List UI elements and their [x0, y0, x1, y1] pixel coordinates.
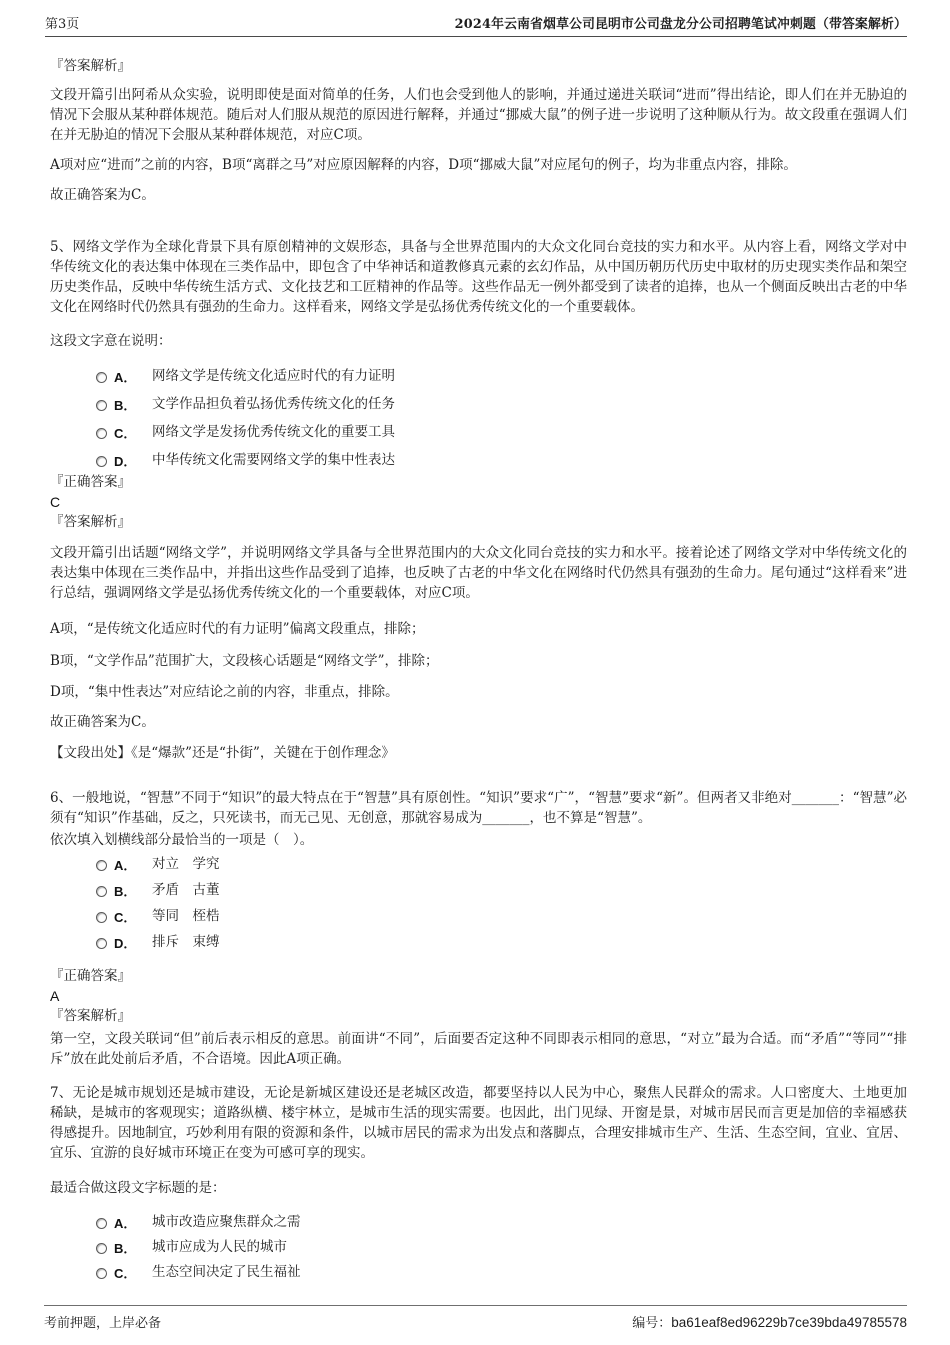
option-text: 对立 学究	[152, 856, 220, 872]
option-row[interactable]	[50, 906, 907, 926]
radio-button-icon[interactable]	[96, 1243, 107, 1254]
option-text: 城市改造应聚焦群众之需	[152, 1214, 301, 1230]
page-header	[45, 13, 907, 37]
question-prompt: 这段文字意在说明：	[50, 333, 172, 349]
option-row[interactable]	[50, 422, 907, 442]
analysis-label: 『答案解析』	[50, 514, 131, 530]
document-content	[50, 48, 907, 1282]
analysis-label: 『答案解析』	[50, 58, 131, 74]
option-text: 排斥 束缚	[152, 934, 220, 950]
option-text: 等同 桎梏	[152, 908, 220, 924]
options-list	[50, 366, 907, 470]
question-stem: 7、无论是城市规划还是城市建设，无论是新城区建设还是老城区改造，都要坚持以人民为中心，聚焦人民群众的需求。人口密度大、土地更加稀缺，是城市的客观现实；道路纵横、楼宇林立，是城市生活的现实需要。也因此，出门见绿、开窗是景，对城市居民而言更是加倍的幸福感获得感提升。因地制宜，巧妙利用有限的资源和条件，以城市居民的需求为出发点和落脚点，合理安排城市生产、生活、生态空间，宜业、宜居、宜乐、宜游的良好城市环境正在变为可感可享的现实。	[50, 1085, 907, 1161]
option-text: 生态空间决定了民生福祉	[152, 1264, 301, 1280]
question-stem: 6、一般地说，“智慧”不同于“知识”的最大特点在于“智慧”具有原创性。“知识”要求“广”，“智慧”要求“新”。但两者又非绝对_______：“智慧”必须有“知识”作基础，反之，只死读书，而无己见、无创意，那就容易成为_______，也不算是“智慧”。	[50, 790, 907, 826]
option-row[interactable]	[50, 366, 907, 386]
analysis-paragraph: A项对应“进而”之前的内容，B项“离群之马”对应原因解释的内容，D项“挪威大鼠”对应尾句的例子，均为非重点内容，排除。	[50, 157, 797, 173]
page-number: 第3页	[45, 17, 80, 32]
option-row[interactable]	[50, 1212, 907, 1232]
footer-code-value: ba61eaf8ed96229b7ce39bda49785578	[671, 1315, 907, 1330]
analysis-paragraph: 故正确答案为C。	[50, 714, 155, 730]
option-letter: C．	[114, 1265, 137, 1281]
radio-button-icon[interactable]	[96, 428, 107, 439]
radio-button-icon[interactable]	[96, 1268, 107, 1279]
option-letter: A．	[114, 857, 137, 873]
radio-button-icon[interactable]	[96, 372, 107, 383]
option-row[interactable]	[50, 1262, 907, 1282]
option-letter: B．	[114, 883, 137, 899]
correct-answer-label: 『正确答案』	[50, 968, 131, 984]
question-prompt: 最适合做这段文字标题的是：	[50, 1180, 226, 1196]
analysis-paragraph: 文段开篇引出阿希从众实验，说明即使是面对简单的任务，人们也会受到他人的影响，并通过递进关联词“进而”得出结论，即人们在并无胁迫的情况下会服从某种群体规范。随后对人们服从规范的原因进行解释，并通过“挪威大鼠”的例子进一步说明了这种顺从行为。故文段重在强调人们在并无胁迫的情况下会服从某种群体规范，对应C项。	[50, 87, 907, 143]
option-row[interactable]	[50, 932, 907, 952]
option-letter: B．	[114, 1240, 137, 1256]
option-row[interactable]	[50, 450, 907, 470]
correct-answer-value: A	[50, 988, 60, 1004]
option-row[interactable]	[50, 880, 907, 900]
page-footer	[44, 1305, 907, 1331]
question-7	[50, 1083, 907, 1282]
source-reference: 【文段出处】《是“爆款”还是“扑街”，关键在于创作理念》	[50, 745, 395, 761]
radio-button-icon[interactable]	[96, 456, 107, 467]
analysis-label: 『答案解析』	[50, 1008, 131, 1024]
radio-button-icon[interactable]	[96, 912, 107, 923]
radio-button-icon[interactable]	[96, 1218, 107, 1229]
option-row[interactable]	[50, 1237, 907, 1257]
analysis-paragraph: A项，“是传统文化适应时代的有力证明”偏离文段重点，排除；	[50, 621, 425, 637]
option-row[interactable]	[50, 394, 907, 414]
option-text: 矛盾 古董	[152, 882, 220, 898]
option-text: 网络文学是传统文化适应时代的有力证明	[152, 368, 395, 384]
radio-button-icon[interactable]	[96, 938, 107, 949]
option-letter: B．	[114, 397, 137, 413]
option-letter: D．	[114, 935, 137, 951]
question-stem: 5、网络文学作为全球化背景下具有原创精神的文娱形态，具备与全世界范围内的大众文化同台竞技的实力和水平。从内容上看，网络文学对中华传统文化的表达集中体现在三类作品中，即包含了中华神话和道教修真元素的玄幻作品，从中国历朝历代历史中取材的历史现实类作品和架空历史类作品，反映中华传统生活方式、文化技艺和工匠精神的作品等。这些作品无一例外都受到了读者的追捧，也从一个侧面反映出古老的中华文化在网络时代仍然具有强劲的生命力。这样看来，网络文学是弘扬优秀传统文化的一个重要载体。	[50, 239, 907, 315]
analysis-paragraph: 第一空，文段关联词“但”前后表示相反的意思。前面讲“不同”，后面要否定这种不同即表示相同的意思，“对立”最为合适。而“矛盾”“等同”“排斥”放在此处前后矛盾，不合语境。因此A项正确。	[50, 1031, 907, 1067]
question-6	[50, 788, 907, 1069]
analysis-paragraph: B项，“文学作品”范围扩大，文段核心话题是“网络文学”，排除；	[50, 653, 439, 669]
radio-button-icon[interactable]	[96, 400, 107, 411]
footer-slogan: 考前押题，上岸必备	[44, 1316, 162, 1331]
option-text: 城市应成为人民的城市	[152, 1239, 287, 1255]
question-5	[50, 237, 907, 763]
footer-code-label: 编号：	[632, 1316, 672, 1331]
option-letter: C．	[114, 909, 137, 925]
question-prompt: 依次填入划横线部分最恰当的一项是（ ）。	[50, 832, 314, 848]
correct-answer-value: C	[50, 494, 61, 510]
option-letter: A．	[114, 369, 137, 385]
radio-button-icon[interactable]	[96, 860, 107, 871]
option-letter: C．	[114, 425, 137, 441]
option-text: 网络文学是发扬优秀传统文化的重要工具	[152, 424, 395, 440]
analysis-paragraph: D项，“集中性表达”对应结论之前的内容，非重点，排除。	[50, 684, 399, 700]
options-list	[50, 854, 907, 952]
option-letter: A．	[114, 1215, 137, 1231]
analysis-paragraph: 故正确答案为C。	[50, 187, 155, 203]
options-list	[50, 1212, 907, 1282]
correct-answer-label: 『正确答案』	[50, 474, 131, 490]
footer-code	[632, 1312, 907, 1331]
document-title: 2024年云南省烟草公司昆明市公司盘龙分公司招聘笔试冲刺题（带答案解析）	[454, 17, 907, 32]
analysis-paragraph: 文段开篇引出话题“网络文学”，并说明网络文学具备与全世界范围内的大众文化同台竞技的实力和水平。接着论述了网络文学对中华传统文化的表达集中体现在三类作品中，并指出这些作品受到了追捧，也反映了古老的中华文化在网络时代仍然具有强劲的生命力。尾句通过“这样看来”进行总结，强调网络文学是弘扬优秀传统文化的一个重要载体，对应C项。	[50, 545, 907, 601]
radio-button-icon[interactable]	[96, 886, 107, 897]
option-text: 文学作品担负着弘扬优秀传统文化的任务	[152, 396, 395, 412]
option-text: 中华传统文化需要网络文学的集中性表达	[152, 452, 395, 468]
option-row[interactable]	[50, 854, 907, 874]
option-letter: D．	[114, 453, 137, 469]
prev-question-analysis	[50, 56, 907, 205]
